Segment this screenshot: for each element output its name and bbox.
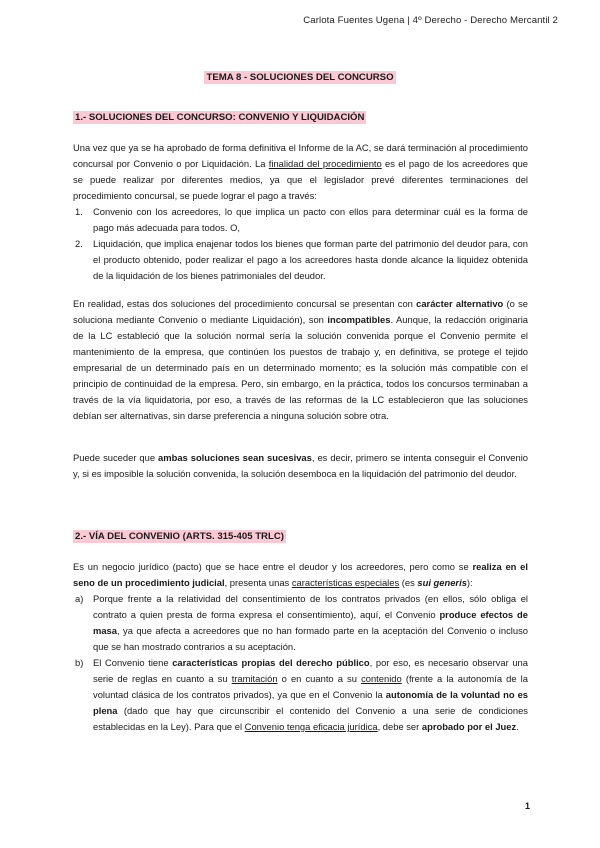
bold-text: incompatibles — [327, 314, 391, 325]
section-1-paragraph-1 — [73, 140, 528, 204]
section-1-paragraph-3 — [73, 450, 528, 482]
underlined-text: características especiales — [291, 577, 400, 588]
list-item — [73, 591, 528, 655]
text-run: Porque frente a la relatividad del consentimiento de los contratos privados (en ellos, sólo obliga el contrato a quien presta de forma expresa el consentimiento), aquí, el Convenio — [93, 593, 528, 620]
text-run: El Convenio tiene — [93, 657, 173, 668]
list-marker: 1. — [75, 206, 83, 217]
page-number: 1 — [524, 801, 530, 811]
list-marker: a) — [75, 593, 84, 604]
text-run: (es — [399, 577, 418, 588]
text-run: , es decir, primero se intenta conseguir el Convenio y, si es imposible la solución convenida, la solución desemboca en la liquidación del patrimonio del deudor. — [73, 452, 528, 479]
bold-text: produce efectos de masa — [93, 609, 528, 636]
bold-text: ambas soluciones sean sucesivas — [158, 452, 312, 463]
text-run: , debe ser — [377, 721, 422, 732]
text-run: (dado que hay que circunscribir el contenido del Convenio a una serie de condiciones establecidas en la Ley). Para que el — [93, 705, 528, 732]
text-run: Una vez que ya se ha aprobado de forma definitiva el Informe de la AC, se dará terminación al procedimiento concursal por Convenio o por Liquidación. La — [73, 142, 528, 169]
text-run: Es un negocio jurídico (pacto) que se hace entre el deudor y los acreedores, pero como se — [73, 561, 473, 572]
document-title-text: TEMA 8 - SOLUCIONES DEL CONCURSO — [206, 72, 394, 83]
text-run: . Aunque, la redacción originaria de la LC estableció que la solución normal sería la solución convenida porque el Convenio permite el mantenimiento de la empresa, que continúen los puestos de trabajo y, en definitiva, se protege el tejido empresarial de un determinado país en un determinado momento; es la solución más compatible con el principio de continuidad de la empresa. Pero, sin embargo, en la práctica, todos los concursos terminaban a través de la vía liquidatoria, por eso, a través de las reformas de la LC establecieron que las soluciones debían ser alternativas, sin darse preferencia a ninguna solución sobre otra. — [73, 314, 528, 421]
section-1-heading — [73, 112, 366, 123]
underlined-text: Convenio tenga eficacia jurídica — [244, 721, 378, 732]
text-run: (o se soluciona mediante Convenio o mediante Liquidación), son — [73, 298, 528, 325]
text-run: , por eso, es necesario observar una serie de reglas en cuanto a su — [93, 657, 528, 684]
section-2-list — [73, 591, 528, 735]
bold-text: carácter alternativo — [416, 298, 504, 309]
list-marker: b) — [75, 657, 84, 668]
text-run: . — [516, 721, 519, 732]
bold-text: características propias del derecho público — [172, 657, 370, 668]
document-title — [0, 67, 600, 85]
underlined-text: finalidad del procedimiento — [268, 158, 382, 169]
section-1-heading-text: 1.- SOLUCIONES DEL CONCURSO: CONVENIO Y LIQUIDACIÓN — [75, 112, 365, 123]
section-2-paragraph-1 — [73, 559, 528, 591]
underlined-text: contenido — [361, 673, 402, 684]
list-item-text: Liquidación, que implica enajenar todos los bienes que forman parte del patrimonio del deudor para, con el producto obtenido, poder realizar el pago a los acreedores hasta donde alcance la liquidez obtenida de la liquidación de los bienes patrimoniales del deudor. — [93, 238, 528, 281]
bold-text: realiza en el seno de un procedimiento judicial — [73, 561, 529, 588]
underlined-text: tramitación — [231, 673, 278, 684]
section-1-paragraph-2 — [73, 296, 528, 424]
list-item — [73, 655, 528, 735]
text-run: En realidad, estas dos soluciones del procedimiento concursal se presentan con — [73, 298, 417, 309]
text-run: ): — [466, 577, 473, 588]
list-item-text: Convenio con los acreedores, lo que implica un pacto con ellos para determinar cuál es la forma de pago más adecuada para todos. O, — [93, 206, 528, 233]
section-2-heading-text: 2.- VÍA DEL CONVENIO (ARTS. 315-405 TRLC) — [75, 531, 284, 542]
text-run: (frente a la autonomía de la voluntad clásica de los contratos privados), ya que en el Convenio la — [93, 673, 528, 700]
section-2-heading — [73, 531, 286, 542]
running-header: Carlota Fuentes Ugena | 4º Derecho - Derecho Mercantil 2 — [303, 15, 558, 26]
text-run: , presenta unas — [224, 577, 292, 588]
list-item — [73, 236, 528, 284]
bold-text: autonomía de la voluntad no es plena — [93, 689, 529, 716]
text-run: , ya que afecta a acreedores que no han formado parte en la aceptación del Convenio o incluso que se han mostrado contrarios a su aceptación. — [93, 625, 528, 652]
section-1-list — [73, 204, 528, 284]
text-run: Puede suceder que — [73, 452, 159, 463]
list-item — [73, 204, 528, 236]
text-run: o en cuanto a su — [277, 673, 362, 684]
list-marker: 2. — [75, 238, 83, 249]
bold-text: aprobado por el Juez — [421, 721, 517, 732]
italic-text: sui generis — [417, 577, 467, 588]
text-run: es el pago de los acreedores que se puede realizar por diferentes medios, ya que el legislador prevé diferentes terminaciones del procedimiento concursal, se puede lograr el pago a través: — [73, 158, 528, 201]
